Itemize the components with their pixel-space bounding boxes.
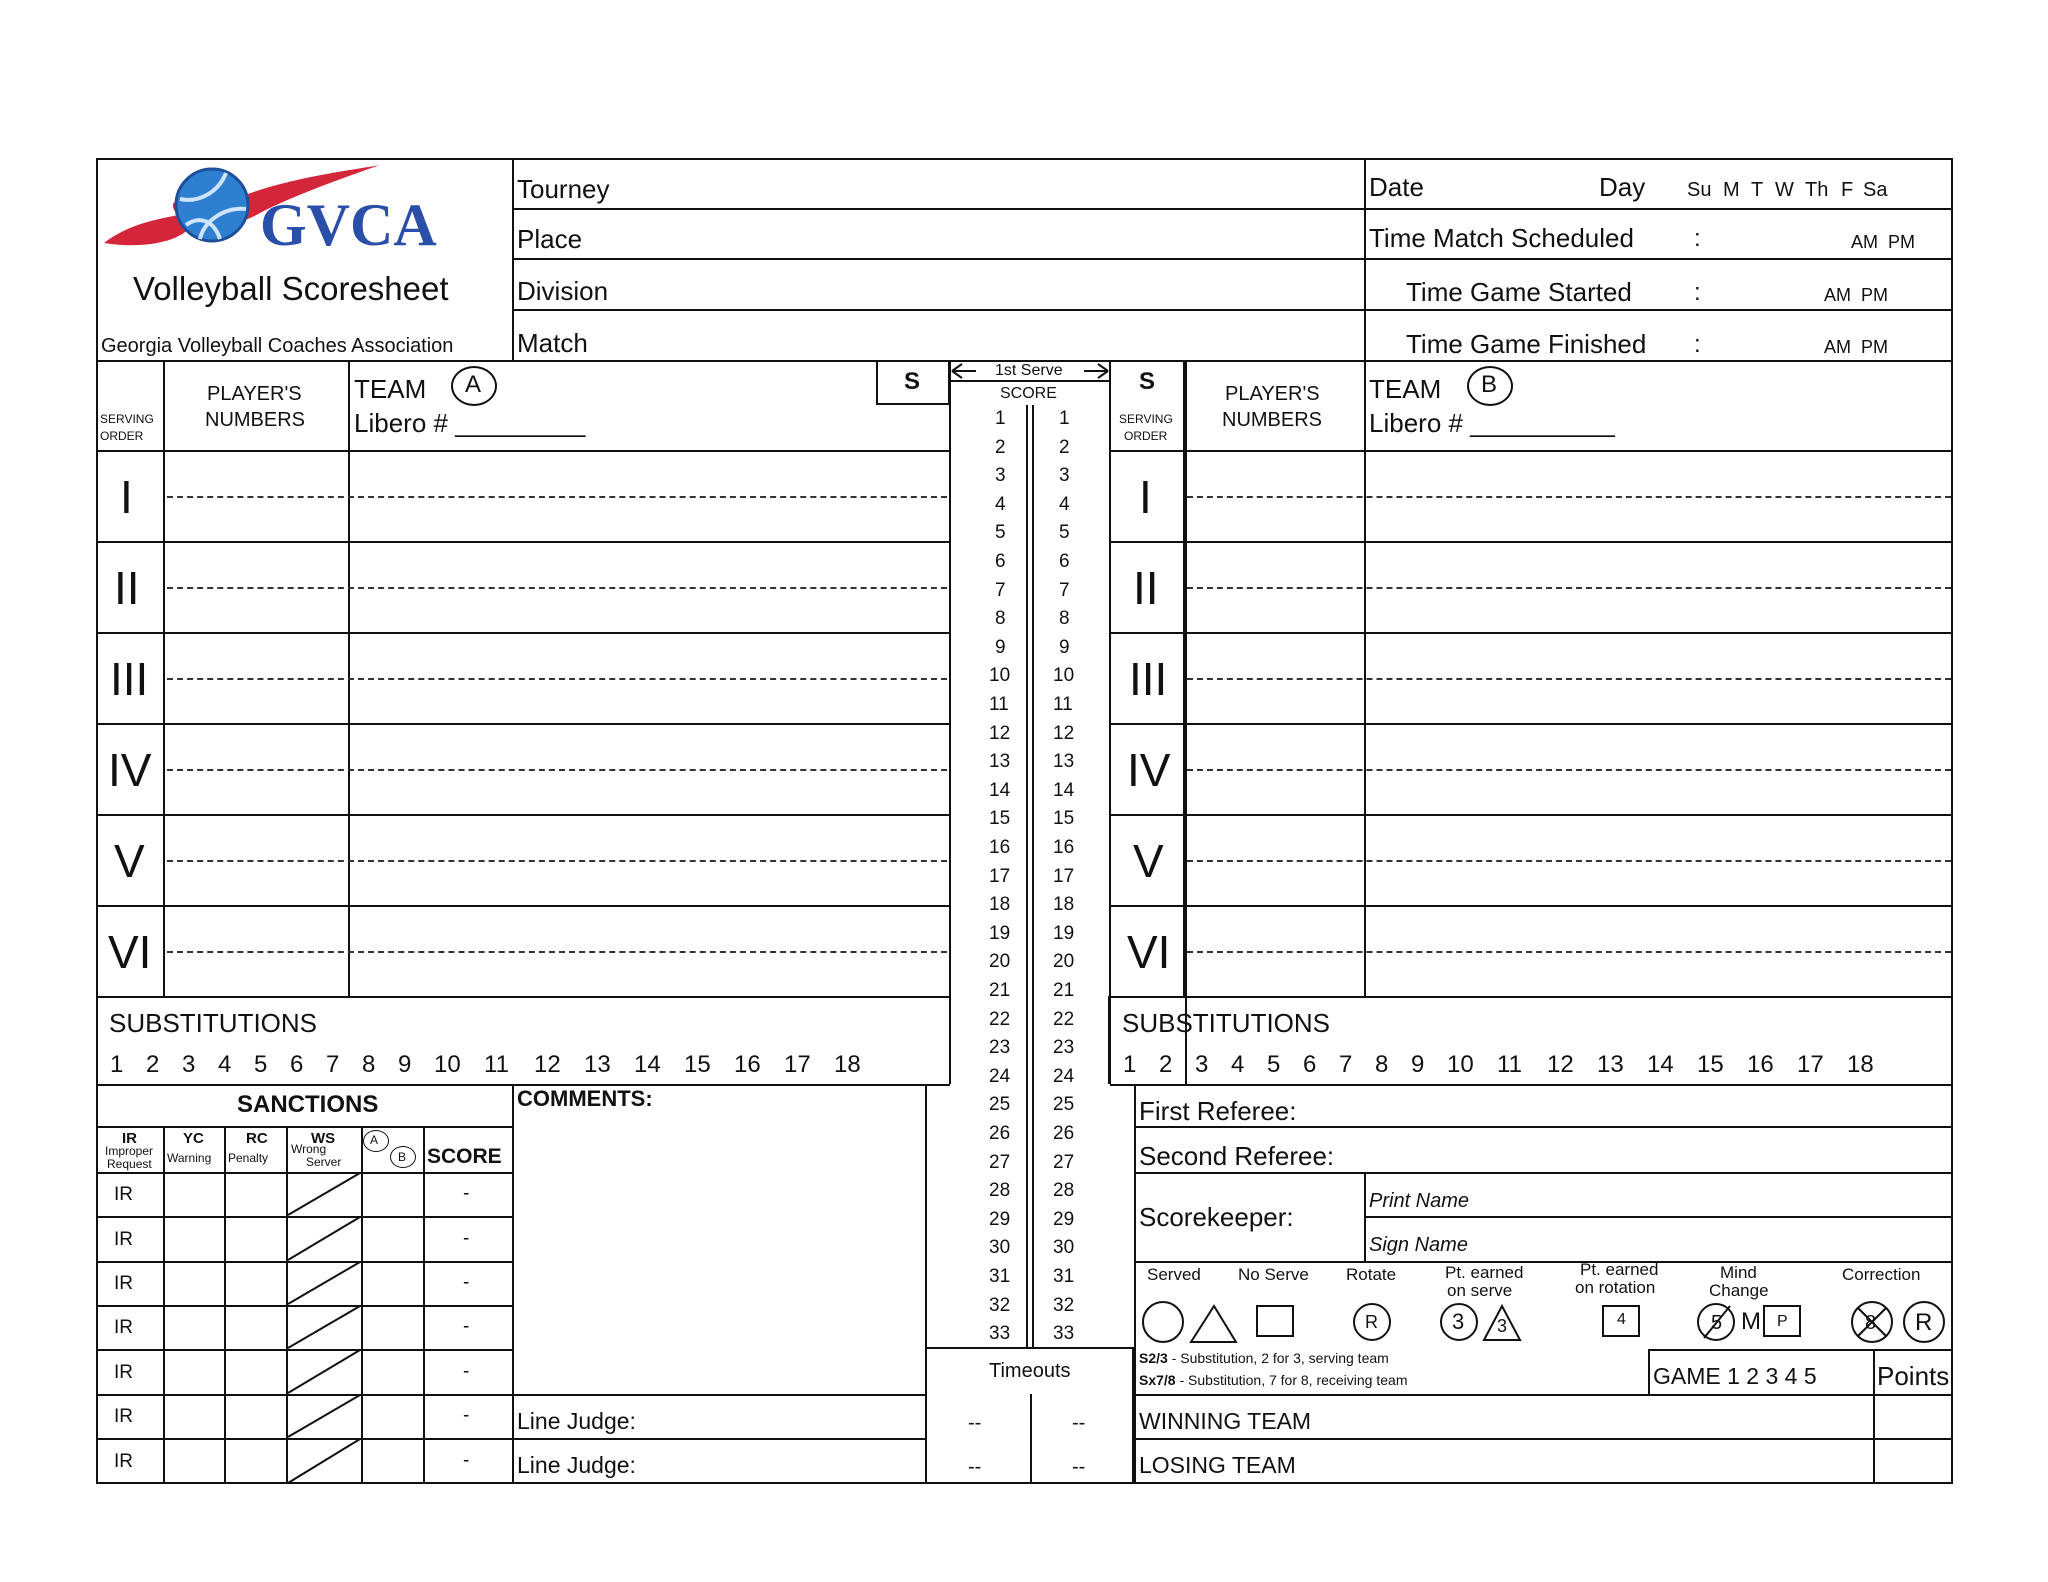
rotation-label: IV [108,744,152,796]
score-number-b: 9 [1059,636,1070,658]
rotation-label: II [114,562,140,614]
score-number-a: 32 [989,1294,1011,1316]
score-number-b: 16 [1053,837,1075,858]
wrong-server-slash [287,1172,361,1216]
score-number-a: 22 [989,1008,1011,1030]
substitution-number-b: 15 [1697,1051,1724,1078]
score-number-b: 31 [1053,1266,1075,1287]
time-started-label: Time Game Started [1406,277,1632,307]
substitution-number-b: 4 [1231,1051,1245,1078]
scoresheet: GVCA Volleyball Scoresheet Georgia Volleyball Coaches Association Tourney Place Division Match Date Day Su M T W Th F Sa Time Match Scheduled : AM PM Time Game Started : AM PM Time Game Finished : AM PM SERVING ORDER PLAYER'S NUMBERS TEAM A Libero # _________ S SERVING ORDER PLAYER'S NUMBERS TEAM B Libero # __________ S 1st Serve SCORE Timeouts -- -- -- -- I II III IV V VI I II III IV V VI SUBSTITUTIONS SUBSTITUTIONS 1 2 3 4 5 6 7 8 9 10 11 12 13 14 15 16 17 18 1 2 3 4 5 6 7 8 9 10 11 12 13 14 15 16 17 18 1 2 3 4 5 6 7 8 9 10 11 12 13 14 15 16 17 18 19 20 21 22 23 24 25 26 27 28 29 30 31 32 33 1 2 3 4 5 6 7 8 9 10 11 12 13 14 15 16 17 18 19 20 21 22 23 24 25 26 27 28 29 30 31 32 33 SANCTIONS IR Improper Request YC Warning RC Penalty WS Wrong Server A B SCORE IR - IR - IR - IR - IR - IR - IR - COMMENTS: Line Judge: Line Judge: First Referee: Second Referee: Scorekeeper: Print Name Sign Name Served No Serve Rotate Pt. earned on serve Pt. earned on rotation Mind Change Correction R 3 3 4 5 M P 8 R S2/3 - Substitution, 2 for 3, serving team Sx7/8 - Substitution, 7 for 8, receiving team GAME 1 2 3 4 5 Points WINNING TEAM LOSING TEAM [0,0,2048,1582]
score-number-a: 14 [989,779,1011,801]
score-number-b: 7 [1059,579,1070,601]
sanction-ir: IR [114,1273,133,1294]
substitution-number-a: 10 [434,1051,461,1078]
substitution-number-a: 14 [634,1051,661,1078]
substitution-number-a: 4 [218,1051,232,1078]
score-number-a: 15 [989,808,1011,830]
substitution-number-b: 8 [1375,1051,1389,1078]
score-number-b: 10 [1053,665,1075,687]
sanction-ir: IR [114,1361,133,1383]
score-number-b: 1 [1059,408,1070,429]
division-label: Division [517,276,609,306]
rotation-label: V [1133,835,1164,887]
substitution-number-a: 12 [534,1051,561,1078]
score-number-b: 14 [1053,779,1075,801]
team-a-label: TEAM [354,374,427,404]
wrong-server-slash [287,1216,361,1261]
score-number-b: 17 [1053,865,1075,887]
sanction-score-dash: - [463,1316,470,1337]
substitution-number-a: 13 [584,1051,611,1078]
date-label: Date [1369,172,1424,202]
score-number-a: 24 [989,1065,1011,1087]
substitution-number-a: 17 [784,1051,811,1078]
sanction-ir: IR [114,1317,133,1338]
score-number-b: 5 [1059,522,1070,544]
substitution-number-a: 16 [734,1051,761,1078]
sanction-score-dash: - [463,1405,470,1426]
substitution-number-b: 12 [1547,1051,1574,1078]
score-number-b: 29 [1053,1208,1075,1230]
sanction-score-dash: - [463,1272,470,1293]
wrong-server-slash [287,1261,361,1305]
substitution-number-b: 9 [1411,1051,1425,1078]
score-number-a: 21 [989,980,1011,1001]
points-label: Points [1877,1361,1950,1391]
sanction-ir: IR [114,1406,133,1427]
org-name: Georgia Volleyball Coaches Association [101,335,454,357]
substitution-number-a: 8 [362,1051,376,1078]
score-number-a: 23 [989,1037,1011,1059]
substitution-number-b: 14 [1647,1051,1674,1078]
score-number-b: 25 [1053,1094,1075,1116]
rotation-label: II [1133,562,1159,614]
score-number-a: 26 [989,1123,1011,1144]
score-number-a: 20 [989,951,1011,973]
score-number-b: 18 [1053,894,1075,916]
substitution-number-b: 18 [1847,1051,1874,1078]
score-number-b: 30 [1053,1237,1075,1259]
subs-label-b: SUBSTITUTIONS [1122,1008,1331,1038]
sanctions-title: SANCTIONS [237,1091,379,1118]
team-a-letter: A [465,371,482,398]
team-a-libero: Libero # _________ [354,408,586,438]
print-name-label: Print Name [1369,1190,1470,1212]
substitution-number-b: 11 [1497,1051,1522,1078]
score-number-b: 26 [1053,1123,1075,1144]
score-number-a: 11 [989,694,1009,715]
team-b-libero: Libero # __________ [1369,408,1615,438]
sanction-score-dash: - [463,1360,470,1382]
substitution-number-b: 17 [1797,1051,1824,1078]
score-number-b: 32 [1053,1294,1075,1316]
score-number-a: 28 [989,1180,1011,1202]
outer-frame [96,158,1953,1484]
score-number-b: 20 [1053,951,1075,973]
match-label: Match [517,328,588,358]
score-number-a: 12 [989,722,1011,744]
score-number-b: 8 [1059,608,1070,630]
score-number-a: 25 [989,1094,1011,1116]
score-number-a: 3 [995,465,1006,487]
score-number-a: 33 [989,1323,1011,1345]
substitution-number-a: 15 [684,1051,711,1078]
substitution-number-b: 10 [1447,1051,1474,1078]
score-number-b: 6 [1059,551,1070,572]
score-number-a: 4 [995,493,1006,515]
team-b-letter: B [1481,371,1498,398]
sanction-score-dash: - [463,1227,470,1249]
score-number-a: 5 [995,522,1006,544]
score-number-b: 23 [1053,1037,1075,1059]
substitution-number-a: 5 [254,1051,268,1078]
score-number-b: 3 [1059,465,1070,487]
timeouts-label: Timeouts [989,1360,1071,1382]
rotation-label: I [1139,471,1152,523]
place-label: Place [517,224,583,254]
legend-sub-2: Sx7/8 - Substitution, 7 for 8, receiving team [1139,1372,1408,1388]
rotation-label: III [110,653,149,705]
score-number-a: 18 [989,894,1011,916]
substitution-number-a: 11 [484,1051,509,1078]
substitution-number-a: 2 [146,1051,160,1078]
substitution-number-b: 6 [1303,1051,1317,1078]
line-judge-2: Line Judge: [517,1452,636,1478]
substitution-number-b: 7 [1339,1051,1353,1078]
substitution-number-a: 1 [110,1051,124,1078]
substitution-number-b: 5 [1267,1051,1281,1078]
score-number-a: 9 [995,636,1006,658]
rotation-label: VI [108,926,152,978]
score-header: SCORE [1000,385,1057,402]
sanction-score-dash: - [463,1450,470,1471]
sanction-ir: IR [114,1451,133,1472]
score-number-a: 1 [995,408,1006,429]
substitution-number-a: 6 [290,1051,304,1078]
score-number-b: 12 [1053,722,1075,744]
score-number-a: 30 [989,1237,1011,1259]
day-label: Day [1599,172,1646,202]
score-number-a: 8 [995,608,1006,630]
substitution-number-a: 9 [398,1051,412,1078]
rotation-label: III [1129,653,1168,705]
substitution-number-a: 7 [326,1051,340,1078]
sanction-ir: IR [114,1184,133,1205]
wrong-server-slash [287,1394,361,1438]
legend-symbols [1136,1294,1953,1344]
score-number-a: 29 [989,1208,1011,1230]
score-number-b: 19 [1053,922,1075,944]
time-match-label: Time Match Scheduled [1369,223,1634,253]
score-number-a: 19 [989,922,1011,944]
score-number-a: 27 [989,1151,1011,1173]
score-number-b: 24 [1053,1065,1075,1087]
score-number-a: 13 [989,751,1011,773]
sanction-score-dash: - [463,1183,470,1204]
legend-sub-1: S2/3 - Substitution, 2 for 3, serving team [1139,1350,1389,1366]
first-referee-label: First Referee: [1139,1096,1297,1126]
score-number-b: 11 [1053,694,1073,715]
subs-label-a: SUBSTITUTIONS [109,1008,318,1038]
logo-text: GVCA [260,192,437,253]
score-number-b: 22 [1053,1008,1075,1030]
game-label: GAME 1 2 3 4 5 [1653,1363,1817,1389]
wrong-server-slash [287,1305,361,1349]
substitution-number-b: 1 [1123,1051,1137,1078]
time-finished-label: Time Game Finished [1406,329,1647,359]
substitution-number-b: 3 [1195,1051,1209,1078]
substitution-number-b: 16 [1747,1051,1774,1078]
score-number-a: 6 [995,551,1006,572]
score-number-a: 17 [989,865,1011,887]
comments-label: COMMENTS: [517,1086,653,1111]
score-number-b: 21 [1053,980,1075,1001]
team-b-label: TEAM [1369,374,1442,404]
losing-team-label: LOSING TEAM [1139,1452,1296,1478]
score-number-b: 28 [1053,1180,1075,1202]
line-judge-1: Line Judge: [517,1408,636,1434]
no-serve-triangle-icon [1191,1306,1236,1342]
score-number-b: 27 [1053,1151,1075,1173]
served-circle-icon [1143,1302,1183,1342]
score-number-b: 2 [1059,436,1070,458]
score-number-b: 13 [1053,751,1075,773]
score-number-a: 10 [989,665,1011,687]
sign-name-label: Sign Name [1369,1234,1468,1256]
score-number-b: 15 [1053,808,1075,830]
rotation-label: I [120,471,133,523]
score-number-a: 16 [989,837,1011,858]
first-serve-label: 1st Serve [995,362,1063,379]
rotation-label: V [114,835,145,887]
winning-team-label: WINNING TEAM [1139,1408,1312,1434]
sheet-title: Volleyball Scoresheet [133,270,449,307]
tourney-label: Tourney [517,174,610,204]
scorekeeper-label: Scorekeeper: [1139,1202,1294,1232]
score-number-b: 33 [1053,1323,1075,1345]
rotation-label: IV [1127,744,1171,796]
second-referee-label: Second Referee: [1139,1141,1335,1171]
substitution-number-a: 18 [834,1051,861,1078]
wrong-server-slash [287,1349,361,1394]
sanction-ir: IR [114,1228,133,1250]
score-number-a: 31 [989,1266,1011,1287]
score-number-a: 2 [995,436,1006,458]
rotate-square-icon [1257,1306,1293,1336]
substitution-number-b: 13 [1597,1051,1624,1078]
score-number-a: 7 [995,579,1006,601]
rotation-label: VI [1127,926,1171,978]
score-number-b: 4 [1059,493,1070,515]
substitution-number-b: 2 [1159,1051,1173,1078]
substitution-number-a: 3 [182,1051,196,1078]
wrong-server-slash [287,1438,361,1484]
